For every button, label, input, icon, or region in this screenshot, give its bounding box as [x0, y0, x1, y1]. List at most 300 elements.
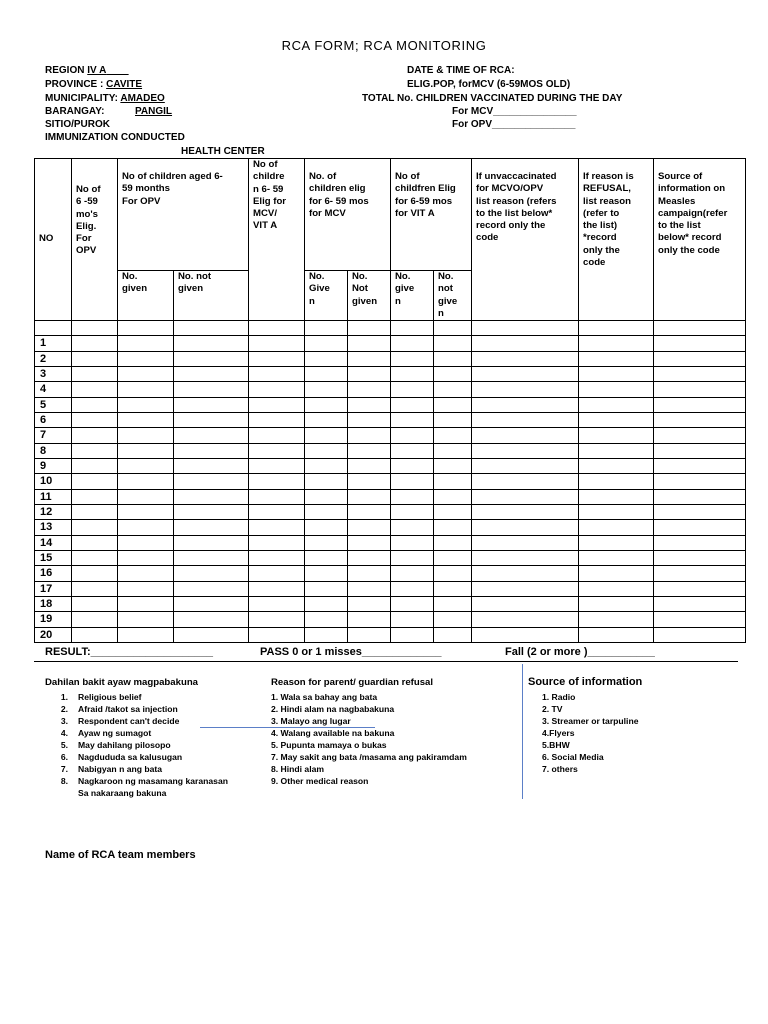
table-row: [35, 351, 746, 366]
row-number: 2: [35, 351, 72, 366]
entry-cell[interactable]: [434, 458, 472, 473]
entry-cell[interactable]: [434, 627, 472, 642]
entry-cell[interactable]: [174, 443, 249, 458]
region-value: IV A: [87, 65, 107, 76]
entry-cell[interactable]: [348, 627, 391, 642]
entry-cell[interactable]: [472, 474, 579, 489]
dahilan-item: [42, 763, 228, 775]
entry-cell[interactable]: [249, 581, 305, 596]
entry-cell[interactable]: [391, 366, 434, 381]
entry-cell[interactable]: [305, 382, 348, 397]
entry-cell[interactable]: [654, 474, 746, 489]
reason-item: 8. Hindi alam: [271, 764, 325, 774]
entry-cell[interactable]: [118, 520, 174, 535]
row-number: 11: [35, 489, 72, 504]
sub-opv-given-header: No. given: [118, 271, 174, 321]
row-number: 19: [35, 612, 72, 627]
entry-cell[interactable]: [391, 412, 434, 427]
entry-cell[interactable]: [174, 428, 249, 443]
entry-cell[interactable]: [654, 336, 746, 351]
entry-cell[interactable]: [348, 597, 391, 612]
entry-cell[interactable]: [249, 412, 305, 427]
entry-cell[interactable]: [249, 627, 305, 642]
entry-cell[interactable]: [472, 551, 579, 566]
entry-cell[interactable]: [118, 443, 174, 458]
entry-cell[interactable]: [305, 366, 348, 381]
entry-cell[interactable]: [174, 535, 249, 550]
entry-cell[interactable]: [434, 581, 472, 596]
entry-cell[interactable]: [118, 535, 174, 550]
reason-item: 7. May sakit ang bata /masama ang pakiramdam: [271, 752, 467, 762]
entry-cell[interactable]: [579, 428, 654, 443]
reason-item: 5. Pupunta mamaya o bukas: [271, 740, 387, 750]
entry-cell[interactable]: [72, 520, 118, 535]
entry-cell[interactable]: [472, 520, 579, 535]
entry-cell[interactable]: [348, 397, 391, 412]
entry-cell[interactable]: [174, 397, 249, 412]
row-number: 8: [35, 443, 72, 458]
entry-cell[interactable]: [305, 566, 348, 581]
entry-cell[interactable]: [472, 366, 579, 381]
team-members-label: Name of RCA team members: [45, 849, 196, 861]
dahilan-item-number: 5.: [60, 740, 68, 750]
table-row: [35, 412, 746, 427]
entry-cell[interactable]: [434, 551, 472, 566]
entry-cell[interactable]: [174, 504, 249, 519]
entry-cell[interactable]: [118, 412, 174, 427]
entry-cell[interactable]: [579, 336, 654, 351]
table-row: [35, 474, 746, 489]
entry-cell[interactable]: [305, 443, 348, 458]
dahilan-item-number: 7.: [60, 764, 68, 774]
entry-cell[interactable]: [579, 458, 654, 473]
entry-cell[interactable]: [118, 336, 174, 351]
entry-cell[interactable]: [472, 566, 579, 581]
rca-monitoring-table: [34, 158, 746, 643]
entry-cell[interactable]: [391, 474, 434, 489]
entry-cell[interactable]: [654, 382, 746, 397]
entry-cell[interactable]: [249, 397, 305, 412]
entry-cell[interactable]: [434, 397, 472, 412]
entry-cell[interactable]: [305, 428, 348, 443]
entry-cell[interactable]: [434, 474, 472, 489]
entry-cell[interactable]: [348, 535, 391, 550]
entry-cell[interactable]: [305, 351, 348, 366]
entry-cell[interactable]: [72, 428, 118, 443]
entry-cell[interactable]: [348, 489, 391, 504]
entry-cell[interactable]: [305, 458, 348, 473]
entry-cell[interactable]: [391, 397, 434, 412]
entry-cell[interactable]: [654, 597, 746, 612]
entry-cell[interactable]: [348, 382, 391, 397]
entry-cell[interactable]: [654, 566, 746, 581]
col-unvaccinated-reason-header: If unvaccacinated for MCVO/OPV list reason (refers to the list below* record only the code: [472, 159, 579, 321]
dahilan-item-number: 2.: [60, 704, 68, 714]
table-row: [35, 489, 746, 504]
entry-cell[interactable]: [434, 351, 472, 366]
entry-cell[interactable]: [654, 489, 746, 504]
entry-cell[interactable]: [118, 351, 174, 366]
entry-cell[interactable]: [72, 336, 118, 351]
entry-cell[interactable]: [654, 397, 746, 412]
entry-cell[interactable]: [472, 612, 579, 627]
entry-cell[interactable]: [654, 351, 746, 366]
entry-cell[interactable]: [391, 382, 434, 397]
entry-cell[interactable]: [472, 351, 579, 366]
dahilan-item-text: Nagdududa sa kalusugan: [78, 752, 183, 762]
entry-cell[interactable]: [579, 597, 654, 612]
region-line: [45, 65, 129, 77]
entry-cell[interactable]: [434, 504, 472, 519]
entry-cell[interactable]: [348, 412, 391, 427]
entry-cell[interactable]: [579, 551, 654, 566]
entry-cell[interactable]: [579, 412, 654, 427]
entry-cell[interactable]: [174, 612, 249, 627]
entry-cell[interactable]: [249, 597, 305, 612]
entry-cell[interactable]: [249, 612, 305, 627]
entry-cell[interactable]: [391, 489, 434, 504]
source-list: [542, 691, 638, 775]
source-item: 1. Radio: [542, 692, 576, 702]
entry-cell[interactable]: [174, 336, 249, 351]
entry-cell[interactable]: [72, 351, 118, 366]
entry-cell[interactable]: [72, 458, 118, 473]
entry-cell[interactable]: [174, 351, 249, 366]
entry-cell[interactable]: [118, 551, 174, 566]
entry-cell[interactable]: [348, 458, 391, 473]
entry-cell[interactable]: [391, 336, 434, 351]
entry-cell[interactable]: [472, 397, 579, 412]
entry-cell[interactable]: [118, 428, 174, 443]
entry-cell[interactable]: [174, 489, 249, 504]
row-number: 1: [35, 336, 72, 351]
entry-cell[interactable]: [579, 520, 654, 535]
entry-cell[interactable]: [391, 581, 434, 596]
entry-cell[interactable]: [72, 366, 118, 381]
entry-cell[interactable]: [348, 428, 391, 443]
entry-cell[interactable]: [118, 504, 174, 519]
entry-cell[interactable]: [118, 489, 174, 504]
decorative-blue-line: [200, 727, 375, 728]
entry-cell[interactable]: [249, 551, 305, 566]
entry-cell[interactable]: [174, 458, 249, 473]
entry-cell[interactable]: [118, 566, 174, 581]
entry-cell[interactable]: [472, 489, 579, 504]
entry-cell[interactable]: [579, 566, 654, 581]
entry-cell[interactable]: [72, 397, 118, 412]
col-elig-mcv-vita-header: No of childre n 6- 59 Elig for MCV/ VIT A: [249, 159, 305, 321]
entry-cell[interactable]: [305, 612, 348, 627]
entry-cell[interactable]: [654, 551, 746, 566]
entry-cell[interactable]: [305, 336, 348, 351]
entry-cell[interactable]: [305, 581, 348, 596]
entry-cell[interactable]: [72, 412, 118, 427]
source-item: 5.BHW: [542, 740, 570, 750]
table-row: [35, 504, 746, 519]
entry-cell[interactable]: [579, 612, 654, 627]
entry-cell[interactable]: [72, 443, 118, 458]
entry-cell[interactable]: [391, 504, 434, 519]
dahilan-item-text: Afraid /takot sa injection: [78, 704, 178, 714]
entry-cell[interactable]: [72, 382, 118, 397]
municipality-line: [45, 93, 165, 105]
entry-cell[interactable]: [654, 520, 746, 535]
reason-list: [271, 691, 467, 787]
entry-cell[interactable]: [249, 351, 305, 366]
entry-cell[interactable]: [434, 566, 472, 581]
entry-cell[interactable]: [654, 412, 746, 427]
entry-cell[interactable]: [174, 366, 249, 381]
entry-cell[interactable]: [249, 520, 305, 535]
entry-cell[interactable]: [348, 366, 391, 381]
entry-cell[interactable]: [472, 382, 579, 397]
entry-cell[interactable]: [174, 551, 249, 566]
entry-cell[interactable]: [348, 504, 391, 519]
table-body: [35, 336, 746, 643]
entry-cell[interactable]: [305, 520, 348, 535]
entry-cell[interactable]: [391, 551, 434, 566]
col-elig-vita-header: No of childfren Elig for 6-59 mos for VIT A: [391, 159, 472, 271]
entry-cell[interactable]: [391, 597, 434, 612]
entry-cell[interactable]: [348, 581, 391, 596]
region-blank: ____: [106, 65, 129, 76]
health-center-label: HEALTH CENTER: [181, 146, 265, 157]
reason-item: 3. Malayo ang lugar: [271, 716, 351, 726]
entry-cell[interactable]: [654, 366, 746, 381]
entry-cell[interactable]: [118, 627, 174, 642]
entry-cell[interactable]: [434, 428, 472, 443]
row-number: 20: [35, 627, 72, 642]
source-item: 7. others: [542, 764, 578, 774]
row-number: 9: [35, 458, 72, 473]
entry-cell[interactable]: [348, 443, 391, 458]
entry-cell[interactable]: [305, 597, 348, 612]
dahilan-item-text: Religious belief: [78, 692, 142, 702]
source-item: 3. Streamer or tarpuline: [542, 716, 639, 726]
entry-cell[interactable]: [391, 351, 434, 366]
for-opv-field: For OPV_______________: [452, 119, 576, 130]
entry-cell[interactable]: [654, 627, 746, 642]
table-spacer-row: [35, 321, 746, 336]
source-item: 6. Social Media: [542, 752, 604, 762]
entry-cell[interactable]: [249, 428, 305, 443]
entry-cell[interactable]: [249, 382, 305, 397]
entry-cell[interactable]: [118, 366, 174, 381]
entry-cell[interactable]: [305, 474, 348, 489]
entry-cell[interactable]: [472, 535, 579, 550]
entry-cell[interactable]: [72, 566, 118, 581]
entry-cell[interactable]: [434, 489, 472, 504]
entry-cell[interactable]: [72, 581, 118, 596]
entry-cell[interactable]: [249, 336, 305, 351]
entry-cell[interactable]: [472, 443, 579, 458]
source-divider: [522, 664, 523, 799]
entry-cell[interactable]: [391, 612, 434, 627]
entry-cell[interactable]: [348, 612, 391, 627]
reason-title: Reason for parent/ guardian refusal: [271, 677, 434, 688]
entry-cell[interactable]: [434, 366, 472, 381]
entry-cell[interactable]: [174, 566, 249, 581]
entry-cell[interactable]: [249, 474, 305, 489]
entry-cell[interactable]: [249, 458, 305, 473]
entry-cell[interactable]: [434, 443, 472, 458]
entry-cell[interactable]: [579, 581, 654, 596]
source-item: 2. TV: [542, 704, 563, 714]
entry-cell[interactable]: [72, 627, 118, 642]
entry-cell[interactable]: [579, 627, 654, 642]
entry-cell[interactable]: [118, 382, 174, 397]
entry-cell[interactable]: [348, 566, 391, 581]
entry-cell[interactable]: [472, 597, 579, 612]
entry-cell[interactable]: [654, 428, 746, 443]
result-label: RESULT:____________________: [45, 646, 213, 658]
entry-cell[interactable]: [249, 504, 305, 519]
row-number: 13: [35, 520, 72, 535]
entry-cell[interactable]: [391, 443, 434, 458]
entry-cell[interactable]: [579, 504, 654, 519]
dahilan-item-number: 6.: [60, 752, 68, 762]
entry-cell[interactable]: [72, 597, 118, 612]
entry-cell[interactable]: [305, 627, 348, 642]
dahilan-item: [42, 775, 228, 787]
entry-cell[interactable]: [472, 336, 579, 351]
entry-cell[interactable]: [348, 551, 391, 566]
table-row: [35, 551, 746, 566]
entry-cell[interactable]: [434, 412, 472, 427]
table-row: [35, 520, 746, 535]
barangay-value: PANGIL: [135, 106, 173, 117]
entry-cell[interactable]: [579, 535, 654, 550]
source-title: Source of information: [528, 676, 643, 688]
row-number: 7: [35, 428, 72, 443]
entry-cell[interactable]: [434, 612, 472, 627]
entry-cell[interactable]: [249, 566, 305, 581]
dahilan-item-text: May dahilang pilosopo: [78, 740, 171, 750]
entry-cell[interactable]: [654, 443, 746, 458]
table-row: [35, 336, 746, 351]
table-row: [35, 397, 746, 412]
entry-cell[interactable]: [391, 520, 434, 535]
sub-mcv-given-header: No. Give n: [305, 271, 348, 321]
entry-cell[interactable]: [72, 504, 118, 519]
entry-cell[interactable]: [72, 535, 118, 550]
entry-cell[interactable]: [579, 351, 654, 366]
entry-cell[interactable]: [174, 597, 249, 612]
entry-cell[interactable]: [118, 474, 174, 489]
entry-cell[interactable]: [348, 520, 391, 535]
entry-cell[interactable]: [472, 458, 579, 473]
reason-item: 4. Walang available na bakuna: [271, 728, 395, 738]
row-number: 6: [35, 412, 72, 427]
entry-cell[interactable]: [654, 612, 746, 627]
entry-cell[interactable]: [249, 535, 305, 550]
entry-cell[interactable]: [472, 412, 579, 427]
entry-cell[interactable]: [579, 443, 654, 458]
entry-cell[interactable]: [472, 581, 579, 596]
row-number: 12: [35, 504, 72, 519]
for-mcv-field: For MCV_______________: [452, 106, 577, 117]
entry-cell[interactable]: [249, 489, 305, 504]
entry-cell[interactable]: [118, 397, 174, 412]
entry-cell[interactable]: [434, 336, 472, 351]
entry-cell[interactable]: [305, 489, 348, 504]
entry-cell[interactable]: [249, 366, 305, 381]
entry-cell[interactable]: [174, 382, 249, 397]
entry-cell[interactable]: [118, 581, 174, 596]
entry-cell[interactable]: [654, 458, 746, 473]
entry-cell[interactable]: [579, 489, 654, 504]
row-number: 18: [35, 597, 72, 612]
table-row: [35, 535, 746, 550]
entry-cell[interactable]: [472, 428, 579, 443]
row-number: 15: [35, 551, 72, 566]
entry-cell[interactable]: [305, 535, 348, 550]
entry-cell[interactable]: [174, 520, 249, 535]
entry-cell[interactable]: [579, 382, 654, 397]
dahilan-item: [42, 787, 228, 799]
entry-cell[interactable]: [305, 504, 348, 519]
entry-cell[interactable]: [579, 474, 654, 489]
table-row: [35, 366, 746, 381]
entry-cell[interactable]: [434, 520, 472, 535]
entry-cell[interactable]: [305, 551, 348, 566]
entry-cell[interactable]: [118, 612, 174, 627]
entry-cell[interactable]: [434, 535, 472, 550]
dahilan-title: Dahilan bakit ayaw magpabakuna: [45, 677, 199, 688]
entry-cell[interactable]: [472, 627, 579, 642]
entry-cell[interactable]: [174, 474, 249, 489]
entry-cell[interactable]: [118, 458, 174, 473]
entry-cell[interactable]: [72, 551, 118, 566]
entry-cell[interactable]: [391, 627, 434, 642]
entry-cell[interactable]: [654, 535, 746, 550]
entry-cell[interactable]: [348, 474, 391, 489]
entry-cell[interactable]: [72, 612, 118, 627]
col-elig-opv-header: No of 6 -59 mo's Elig. For OPV: [72, 159, 118, 321]
sub-vita-not-given-header: No. not give n: [434, 271, 472, 321]
total-vaccinated-label: TOTAL No. CHILDREN VACCINATED DURING THE DAY: [362, 93, 623, 104]
form-title: RCA FORM; RCA MONITORING: [281, 38, 487, 53]
entry-cell[interactable]: [654, 504, 746, 519]
entry-cell[interactable]: [391, 535, 434, 550]
entry-cell[interactable]: [391, 428, 434, 443]
entry-cell[interactable]: [654, 581, 746, 596]
entry-cell[interactable]: [579, 366, 654, 381]
entry-cell[interactable]: [174, 412, 249, 427]
entry-cell[interactable]: [72, 489, 118, 504]
entry-cell[interactable]: [174, 627, 249, 642]
table-row: [35, 443, 746, 458]
entry-cell[interactable]: [391, 566, 434, 581]
entry-cell[interactable]: [72, 474, 118, 489]
entry-cell[interactable]: [348, 351, 391, 366]
entry-cell[interactable]: [305, 412, 348, 427]
entry-cell[interactable]: [305, 397, 348, 412]
entry-cell[interactable]: [579, 397, 654, 412]
table-row: [35, 597, 746, 612]
entry-cell[interactable]: [249, 443, 305, 458]
entry-cell[interactable]: [434, 597, 472, 612]
sitio-label: SITIO/PUROK: [45, 119, 111, 130]
dahilan-item: [42, 739, 228, 751]
entry-cell[interactable]: [472, 504, 579, 519]
entry-cell[interactable]: [434, 382, 472, 397]
entry-cell[interactable]: [391, 458, 434, 473]
entry-cell[interactable]: [348, 336, 391, 351]
entry-cell[interactable]: [118, 597, 174, 612]
reason-item: 1. Wala sa bahay ang bata: [271, 692, 378, 702]
entry-cell[interactable]: [174, 581, 249, 596]
